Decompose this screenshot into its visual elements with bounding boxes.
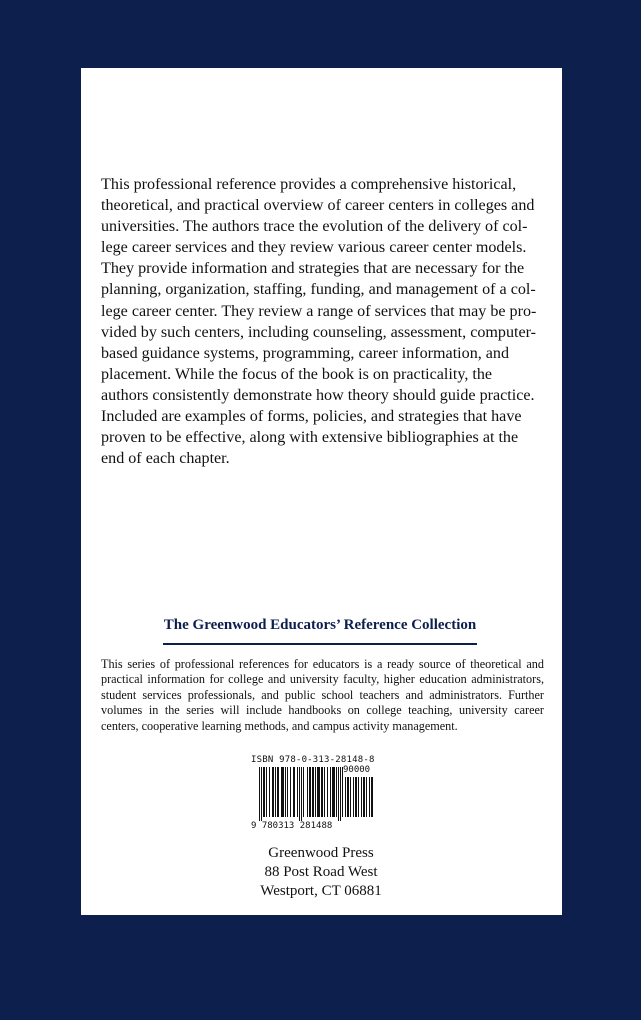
barcode-bar xyxy=(342,767,343,817)
blurb-line: They provide information and strategies that are necessary for the xyxy=(101,260,525,278)
back-cover-page xyxy=(81,68,562,915)
blurb-line: vided by such centers, including counseling, assessment, computer- xyxy=(101,323,537,341)
barcode-bar xyxy=(307,767,308,817)
barcode-bar xyxy=(261,767,262,821)
barcode-bar xyxy=(312,767,314,817)
barcode-bar xyxy=(353,777,354,817)
barcode-bars xyxy=(251,755,387,831)
barcode-bar xyxy=(347,777,349,817)
barcode-bar xyxy=(285,767,286,817)
barcode-bar xyxy=(259,767,260,821)
ean-bars xyxy=(259,767,343,821)
series-title-divider xyxy=(163,643,477,645)
barcode-bar xyxy=(338,767,339,821)
barcode-bar xyxy=(303,767,304,817)
barcode-bar xyxy=(327,767,328,817)
isbn-barcode xyxy=(251,755,387,831)
barcode-bar xyxy=(299,767,300,821)
barcode-bar xyxy=(371,777,373,817)
isbn-label: ISBN 978-0-313-28148-8 xyxy=(251,755,375,765)
barcode-bar xyxy=(315,767,316,817)
series-description: This series of professional references for educators is a ready source of theoretical and practical information for college and university faculty, higher education administrators, student services professionals, and public school teachers and administrators. Further volumes in the series will include handbooks on college teaching, university career centers, cooperative learning methods, and campus activity management. xyxy=(101,657,544,733)
blurb-line: lege career services and they review various career center models. xyxy=(101,239,527,257)
barcode-bar xyxy=(361,777,362,817)
barcode-bar xyxy=(350,777,351,817)
barcode-bar xyxy=(293,767,295,817)
barcode-bar xyxy=(287,767,288,817)
description-blurb xyxy=(101,174,542,469)
blurb-line: planning, organization, staffing, funding, and management of a col- xyxy=(101,281,536,299)
barcode-bar xyxy=(321,767,323,817)
barcode-bar xyxy=(275,767,276,817)
barcode-bar xyxy=(345,777,346,817)
blurb-line: universities. The authors trace the evolution of the delivery of col- xyxy=(101,218,528,236)
blurb-line: authors consistently demonstrate how theory should guide practice. xyxy=(101,386,535,404)
barcode-bar xyxy=(336,767,337,817)
barcode-bar xyxy=(317,767,320,817)
blurb-line-last: end of each chapter. xyxy=(101,450,230,468)
barcode-bar xyxy=(358,777,359,817)
barcode-bar xyxy=(340,767,341,821)
publisher-name: Greenwood Press xyxy=(268,845,374,861)
blurb-line: lege career center. They review a range of services that may be pro- xyxy=(101,302,537,320)
barcode-bar xyxy=(332,767,335,817)
barcode-bar xyxy=(272,767,274,817)
barcode-addon-digits: 90000 xyxy=(343,765,371,775)
barcode-bar xyxy=(363,777,365,817)
barcode-bar xyxy=(281,767,284,817)
barcode-bar xyxy=(369,777,370,817)
barcode-bar xyxy=(290,767,291,817)
publisher-address-line1: 88 Post Road West xyxy=(264,864,378,880)
barcode-bar xyxy=(324,767,325,817)
barcode-bar xyxy=(277,767,279,817)
blurb-line: proven to be effective, along with extensive bibliographies at the xyxy=(101,429,519,447)
blurb-line: placement. While the focus of the book is on practicality, the xyxy=(101,365,493,383)
barcode-bar xyxy=(330,767,331,817)
blurb-line: Included are examples of forms, policies, and strategies that have xyxy=(101,408,522,426)
barcode-bar xyxy=(266,767,267,817)
barcode-bar xyxy=(355,777,357,817)
barcode-bar xyxy=(297,767,298,817)
barcode-bar xyxy=(366,777,367,817)
barcode-bar xyxy=(309,767,311,817)
addon-bars xyxy=(345,777,373,817)
barcode-bar xyxy=(263,767,265,817)
series-title: The Greenwood Educators’ Reference Collection xyxy=(163,617,477,633)
barcode-ean-digits: 9 780313 281488 xyxy=(251,821,333,831)
blurb-line: This professional reference provides a comprehensive historical, xyxy=(101,176,517,193)
barcode-bar xyxy=(269,767,270,817)
publisher-block xyxy=(251,844,391,901)
blurb-line: based guidance systems, programming, career information, and xyxy=(101,344,510,362)
barcode-bar xyxy=(301,767,302,821)
publisher-address-line2: Westport, CT 06881 xyxy=(260,883,382,899)
blurb-line: theoretical, and practical overview of career centers in colleges and xyxy=(101,197,535,215)
